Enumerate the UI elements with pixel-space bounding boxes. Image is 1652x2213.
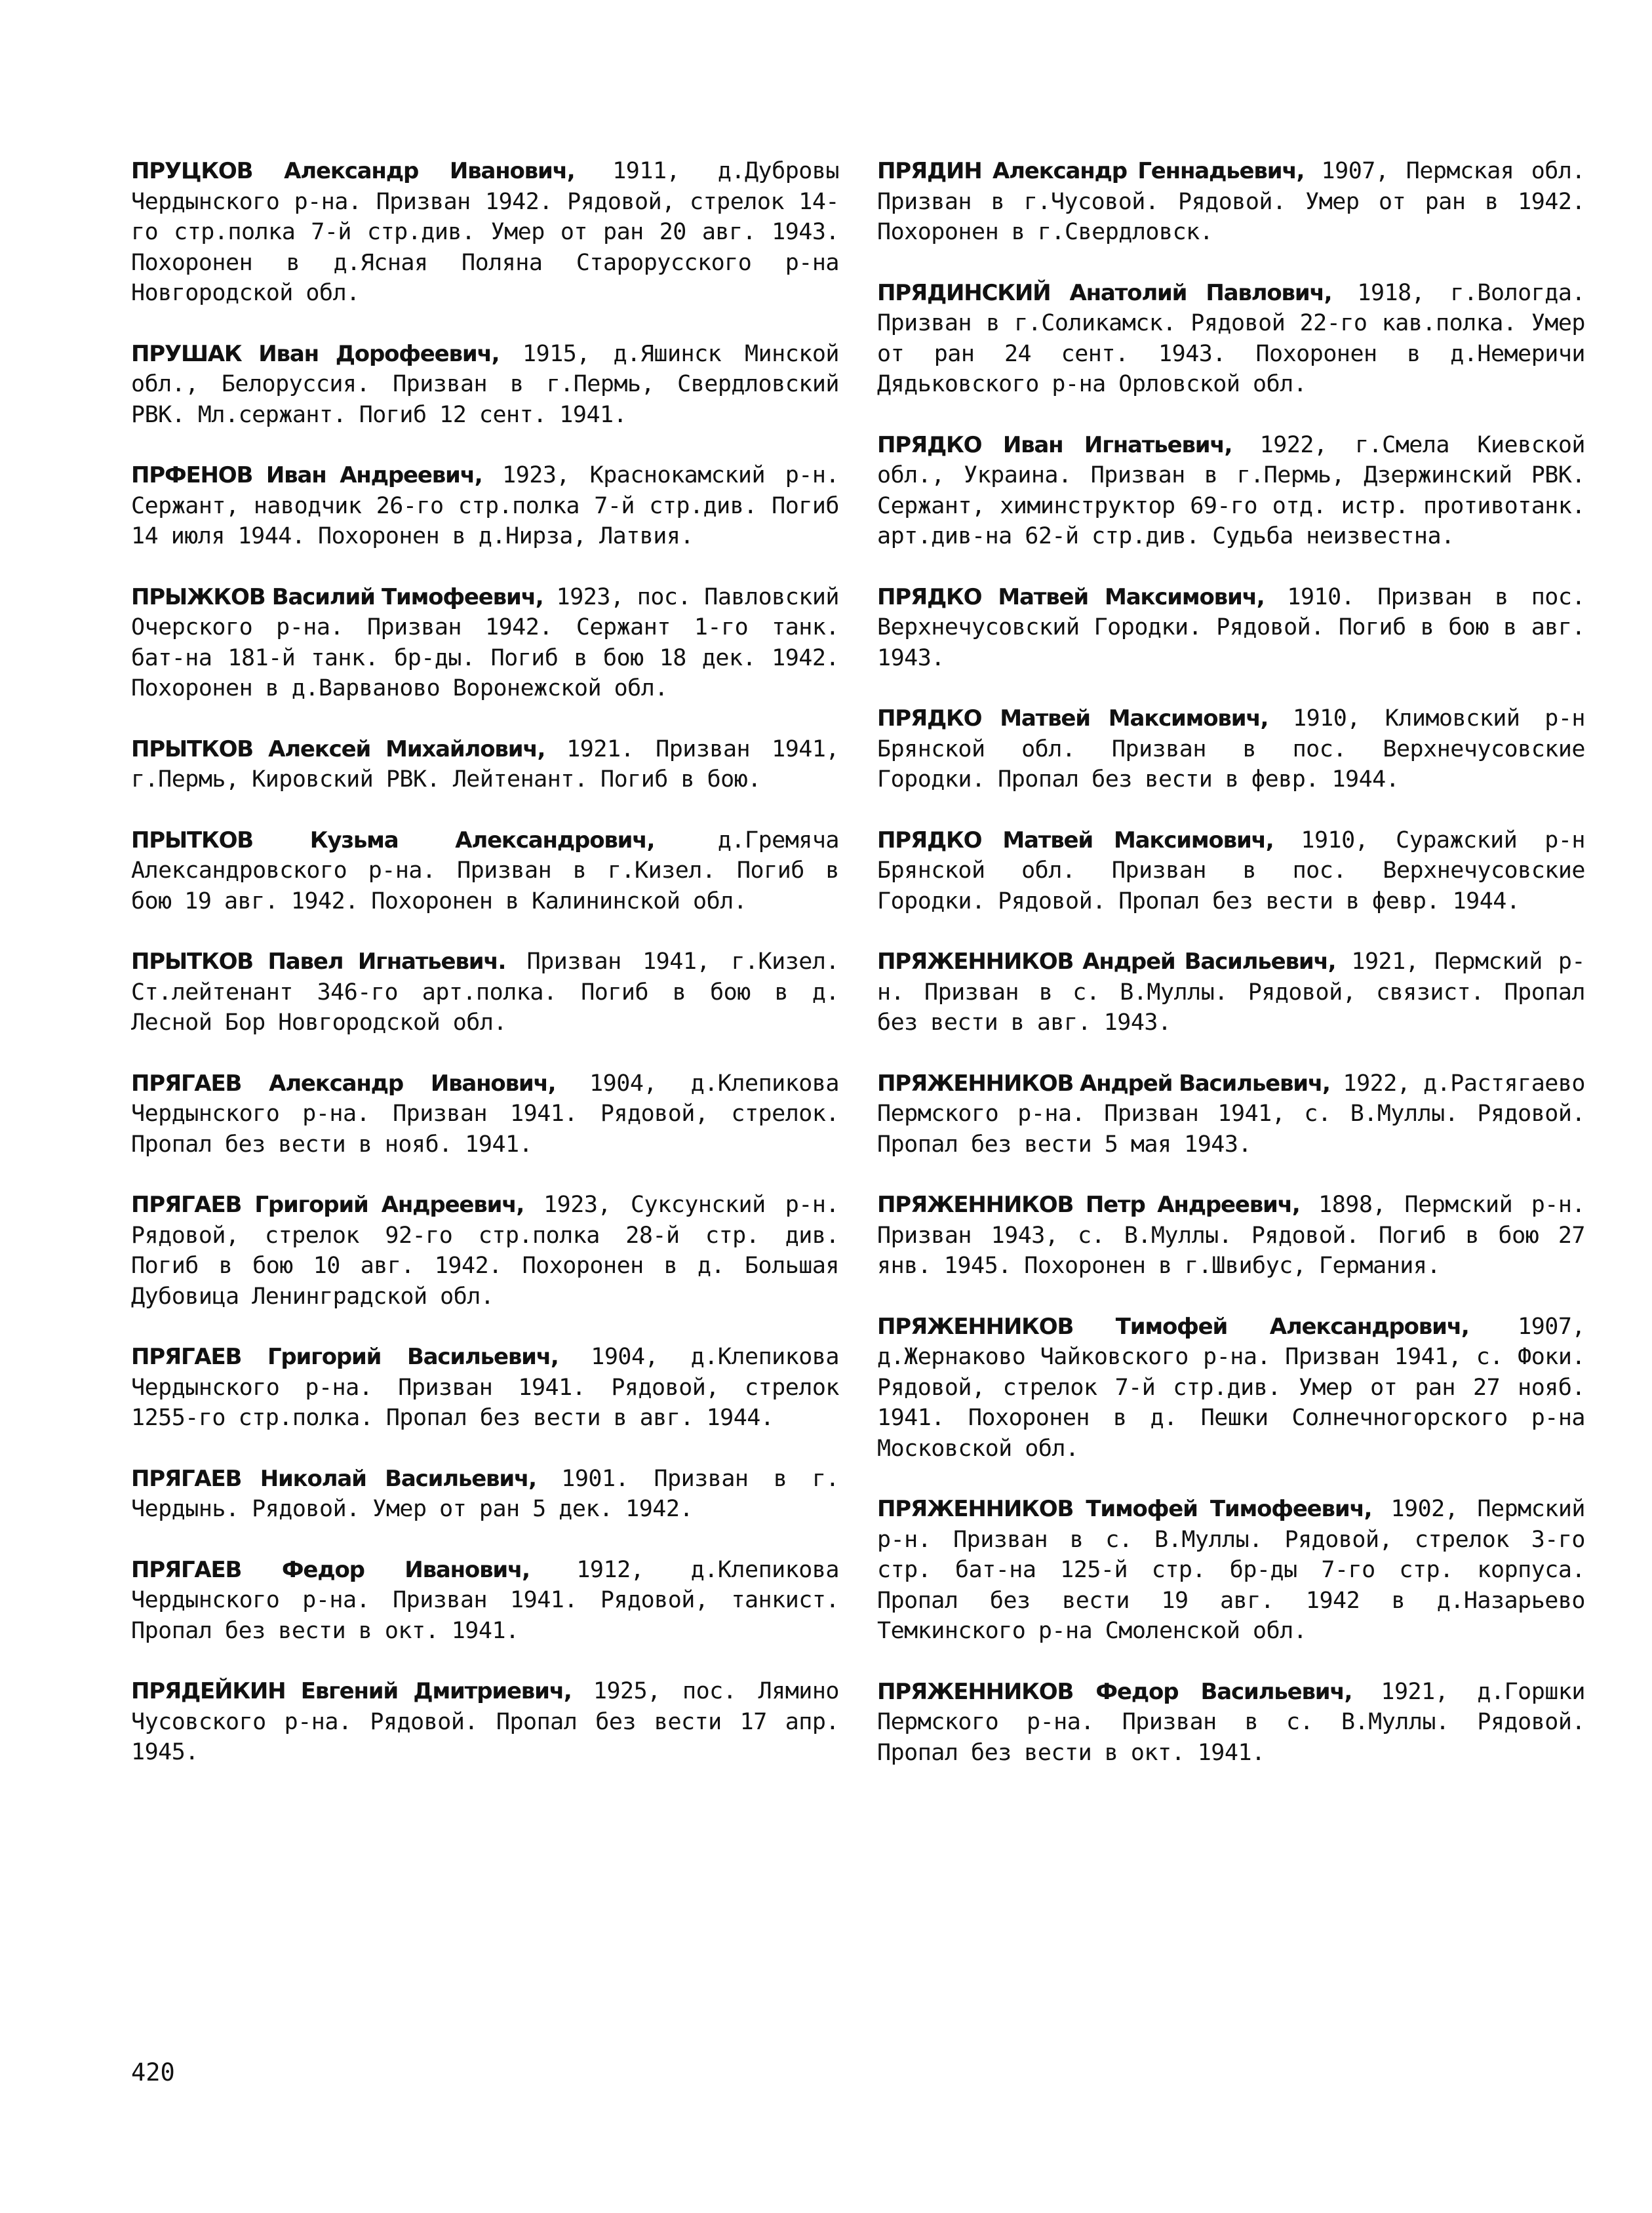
- entry-name: ПРЯЖЕННИКОВ Тимофей Александрович,: [877, 1313, 1469, 1340]
- entry: [131, 1676, 839, 1768]
- entry: [131, 582, 839, 704]
- entry: [877, 156, 1585, 248]
- entry: [877, 430, 1585, 552]
- entry-text: 1921. Призван 1941, г.Пермь, Кировский РВК. Лейтенант. Погиб в бою.: [131, 735, 840, 793]
- entry-name: ПРЯГАЕВ Александр Иванович,: [131, 1070, 556, 1097]
- entry-name: ПРЯДИН Александр Геннадьевич,: [877, 158, 1305, 184]
- entry-text: 1910, Климовский р-н Брянской обл. Призван в пос. Верхнечусовские Городки. Пропал без вести в февр. 1944.: [877, 705, 1585, 793]
- entry: [131, 460, 839, 552]
- entry: [877, 1068, 1585, 1160]
- entry-text: 1910, Суражский р-н Брянской обл. Призван в пос. Верхнечусовские Городки. Рядовой. Пропал без вести в февр. 1944.: [877, 827, 1585, 914]
- entry: [131, 1555, 839, 1647]
- entry-text: 1907, Пермская обл. Призван в г.Чусовой. Рядовой. Умер от ран в 1942. Похоронен в г.Свердловск.: [877, 158, 1586, 245]
- entry-name: ПРУШАК Иван Дорофеевич,: [131, 340, 500, 367]
- entry: [877, 825, 1585, 917]
- entry-name: ПРЯГАЕВ Григорий Андреевич,: [131, 1192, 524, 1218]
- entry-text: 1923, Краснокамский р-н. Сержант, наводчик 26-го стр.полка 7-й стр.див. Погиб 14 июля 1944. Похоронен в д.Нирза, Латвия.: [131, 462, 839, 549]
- entry-text: 1898, Пермский р-н. Призван 1943, с. В.Муллы. Рядовой. Погиб в бою 27 янв. 1945. Похоронен в г.Швибус, Германия.: [877, 1192, 1586, 1279]
- entry-name: ПРЫТКОВ Кузьма Александрович,: [131, 827, 655, 853]
- right-column: [877, 156, 1585, 1798]
- entry: [877, 947, 1585, 1038]
- entry: [877, 703, 1585, 795]
- page-number: 420: [131, 2058, 175, 2086]
- left-column: [131, 156, 839, 1798]
- entry: [131, 339, 839, 431]
- entry-name: ПРЯЖЕННИКОВ Тимофей Тимофеевич,: [877, 1496, 1372, 1522]
- entry-name: ПРЯЖЕННИКОВ Андрей Васильевич,: [877, 949, 1336, 975]
- entry-name: ПРЯЖЕННИКОВ Андрей Васильевич,: [877, 1070, 1330, 1097]
- entry: [131, 156, 839, 309]
- entry-name: ПРЯДКО Матвей Максимович,: [877, 583, 1265, 610]
- entry: [877, 1677, 1585, 1769]
- entry: [131, 1342, 839, 1434]
- entry-text: 1921, д.Горшки Пермского р-на. Призван в с. В.Муллы. Рядовой. Пропал без вести в окт. 1941.: [877, 1678, 1585, 1766]
- entry-text: 1923, Суксунский р-н. Рядовой, стрелок 92-го стр.полка 28-й стр. див. Погиб в бою 10 авг. 1942. Похоронен в д. Большая Дубовица Ленинградской обл.: [131, 1192, 839, 1310]
- entry-text: 1922, г.Смела Киевской обл., Украина. Призван в г.Пермь, Дзержинский РВК. Сержант, химинструктор 69-го отд. истр. противотанк. арт.див-на 62-й стр.див. Судьба неизвестна.: [877, 431, 1585, 549]
- entry-name: ПРЯГАЕВ Федор Иванович,: [131, 1556, 530, 1583]
- entry-name: ПРФЕНОВ Иван Андреевич,: [131, 462, 482, 488]
- entry-text: 1921, Пермский р-н. Призван в с. В.Муллы. Рядовой, связист. Пропал без вести в авг. 1943.: [877, 949, 1585, 1036]
- entry-text: 1904, д.Клепикова Чердынского р-на. Призван 1941. Рядовой, стрелок. Пропал без вести в нояб. 1941.: [131, 1070, 839, 1158]
- entry: [131, 825, 839, 917]
- entry-name: ПРЫЖКОВ Василий Тимофеевич,: [131, 583, 543, 610]
- entry-name: ПРЯДКО Матвей Максимович,: [877, 827, 1274, 853]
- entry: [877, 1494, 1585, 1647]
- entry-name: ПРЯЖЕННИКОВ Федор Васильевич,: [877, 1678, 1352, 1705]
- entry-text: 1902, Пермский р-н. Призван в с. В.Муллы. Рядовой, стрелок 3-го стр. бат-на 125-й стр. бр-ды 7-го стр. корпуса. Пропал без вести 19 авг. 1942 в д.Назарьево Темкинского р-на Смоленской обл.: [877, 1496, 1586, 1644]
- entry-text: 1901. Призван в г. Чердынь. Рядовой. Умер от ран 5 дек. 1942.: [131, 1465, 839, 1522]
- entry-text: 1922, д.Растягаево Пермского р-на. Призван 1941, с. В.Муллы. Рядовой. Пропал без вести 5 мая 1943.: [877, 1070, 1585, 1158]
- entry: [131, 1190, 839, 1312]
- entry-name: ПРЯДИНСКИЙ Анатолий Павлович,: [877, 279, 1332, 306]
- entry-text: 1907, д.Жернаково Чайковского р-на. Призван 1941, с. Фоки. Рядовой, стрелок 7-й стр.див. Умер от ран 27 нояб. 1941. Похоронен в д. Пешки Солнечногорского р-на Московской обл.: [877, 1313, 1585, 1462]
- entry-name: ПРЫТКОВ Алексей Михайлович,: [131, 735, 545, 762]
- entry-name: ПРЫТКОВ Павел Игнатьевич.: [131, 949, 506, 975]
- entry-name: ПРЯЖЕННИКОВ Петр Андреевич,: [877, 1192, 1300, 1218]
- entry-name: ПРУЦКОВ Александр Иванович,: [131, 158, 575, 184]
- entry: [131, 734, 839, 795]
- entry-name: ПРЯДЕЙКИН Евгений Дмитриевич,: [131, 1678, 572, 1704]
- entry-name: ПРЯГАЕВ Григорий Васильевич,: [131, 1344, 559, 1370]
- entry-text: 1904, д.Клепикова Чердынского р-на. Призван 1941. Рядовой, стрелок 1255-го стр.полка. Пропал без вести в авг. 1944.: [131, 1344, 839, 1431]
- entry-name: ПРЯГАЕВ Николай Васильевич,: [131, 1465, 536, 1492]
- entry-name: ПРЯДКО Иван Игнатьевич,: [877, 431, 1232, 458]
- entry-text: 1925, пос. Лямино Чусовского р-на. Рядовой. Пропал без вести 17 апр. 1945.: [131, 1678, 839, 1765]
- entry-text: 1923, пос. Павловский Очерского р-на. Призван 1942. Сержант 1-го танк. бат-на 181-й танк. бр-ды. Погиб в бою 18 дек. 1942. Похоронен в д.Варваново Воронежской обл.: [131, 583, 839, 701]
- entry: [131, 947, 839, 1038]
- entry: [131, 1068, 839, 1160]
- entry-text: 1911, д.Дубровы Чердынского р-на. Призван 1942. Рядовой, стрелок 14-го стр.полка 7-й стр.див. Умер от ран 20 авг. 1943. Похоронен в д.Ясная Поляна Старорусского р-на Новгородской обл.: [131, 158, 839, 306]
- entry-text: Призван 1941, г.Кизел. Ст.лейтенант 346-го арт.полка. Погиб в бою в д. Лесной Бор Новгородской обл.: [131, 949, 839, 1036]
- entry-text: 1910. Призван в пос. Верхнечусовский Городки. Рядовой. Погиб в бою в авг. 1943.: [877, 583, 1585, 671]
- entry-text: 1915, д.Яшинск Минской обл., Белоруссия. Призван в г.Пермь, Свердловский РВК. Мл.сержант. Погиб 12 сент. 1941.: [131, 340, 839, 428]
- entry-text: д.Гремяча Александровского р-на. Призван в г.Кизел. Погиб в бою 19 авг. 1942. Похоронен в Калининской обл.: [131, 827, 839, 914]
- entry: [877, 1312, 1585, 1464]
- entry: [877, 1190, 1585, 1282]
- entry-text: 1918, г.Вологда. Призван в г.Соликамск. Рядовой 22-го кав.полка. Умер от ран 24 сент. 1943. Похоронен в д.Немеричи Дядьковского р-на Орловской обл.: [877, 279, 1585, 397]
- entry-text: 1912, д.Клепикова Чердынского р-на. Призван 1941. Рядовой, танкист. Пропал без вести в окт. 1941.: [131, 1556, 839, 1644]
- entry: [877, 582, 1585, 674]
- entry: [131, 1464, 839, 1525]
- entry-name: ПРЯДКО Матвей Максимович,: [877, 705, 1268, 732]
- entry: [877, 278, 1585, 400]
